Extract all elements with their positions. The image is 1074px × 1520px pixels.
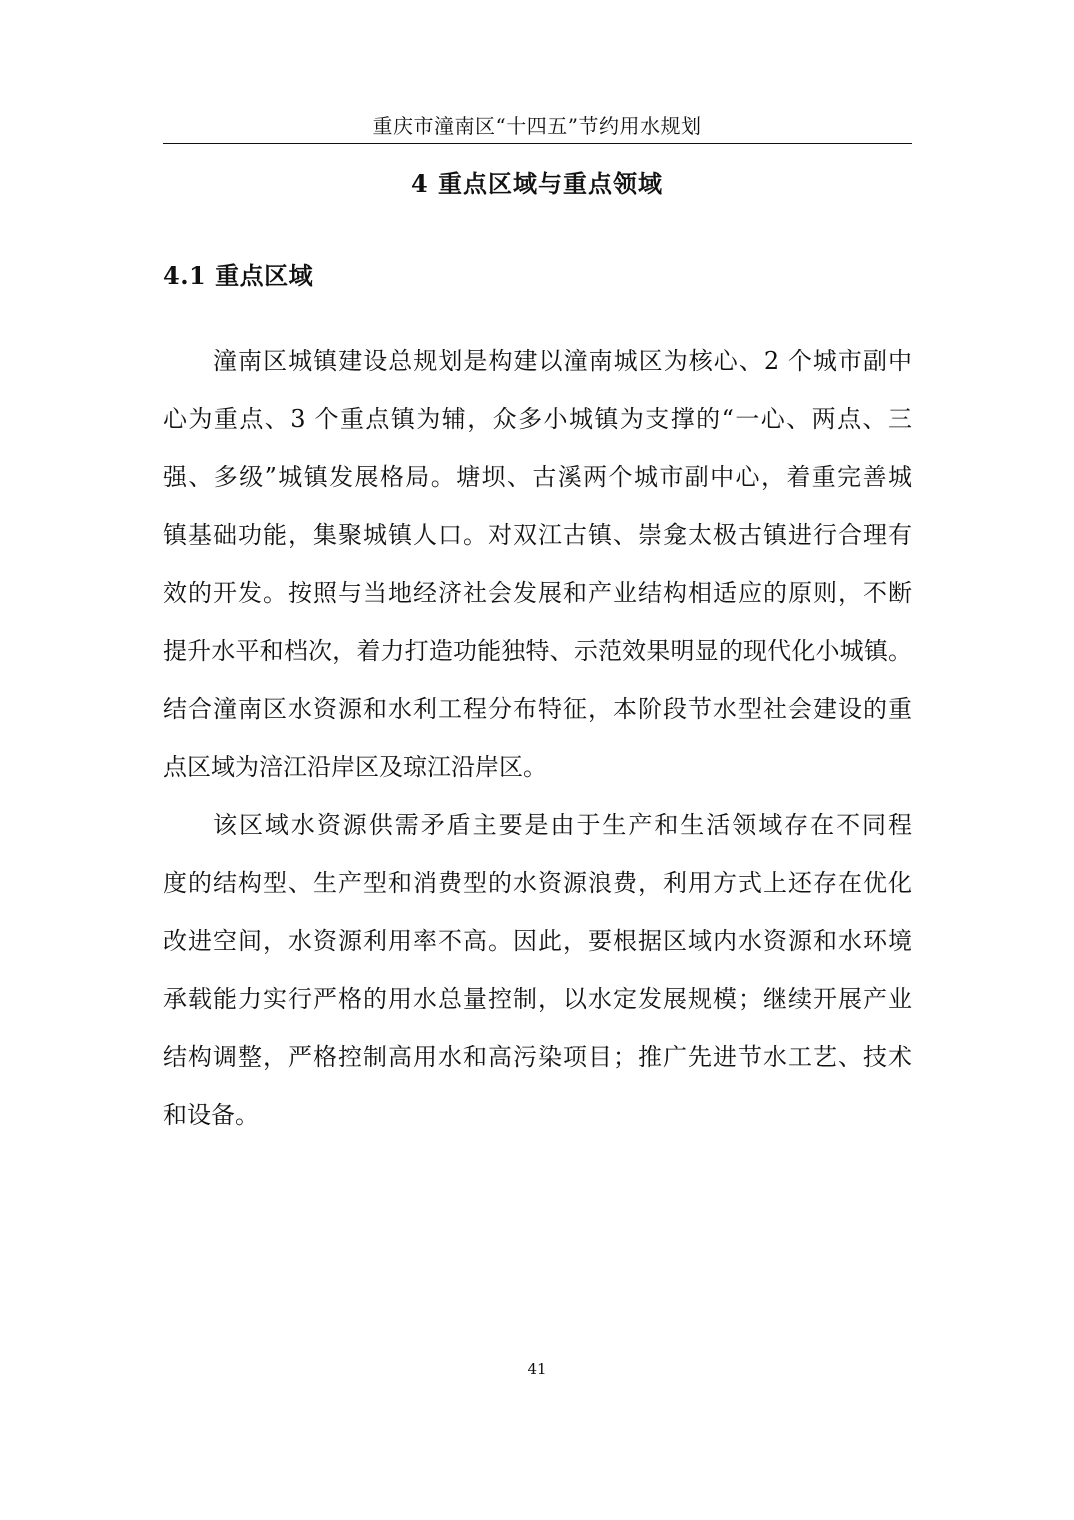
paragraph-line: 度的结构型、生产型和消费型的水资源浪费，利用方式上还存在优化: [163, 869, 912, 897]
paragraph-line: 潼南区城镇建设总规划是构建以潼南城区为核心、2 个城市副中: [213, 347, 912, 375]
section-heading: 4.1 重点区域: [163, 261, 314, 290]
page-number: 41: [527, 1360, 547, 1378]
paragraph-2: [163, 805, 912, 1153]
paragraph-line: 结构调整，严格控制高用水和高污染项目；推广先进节水工艺、技术: [163, 1043, 912, 1071]
paragraph-line: 镇基础功能，集聚城镇人口。对双江古镇、崇龛太极古镇进行合理有: [163, 521, 912, 549]
paragraph-1: [163, 341, 912, 805]
paragraph-line: 心为重点、3 个重点镇为辅，众多小城镇为支撑的“一心、两点、三: [163, 405, 912, 433]
paragraph-line: 强、多级”城镇发展格局。塘坝、古溪两个城市副中心，着重完善城: [163, 463, 912, 491]
paragraph-line: 和设备。: [163, 1101, 259, 1129]
paragraph-line: 结合潼南区水资源和水利工程分布特征，本阶段节水型社会建设的重: [163, 695, 912, 723]
header-rule: [163, 143, 912, 144]
paragraph-line: 改进空间，水资源利用率不高。因此，要根据区域内水资源和水环境: [163, 927, 912, 955]
paragraph-line: 点区域为涪江沿岸区及琼江沿岸区。: [163, 753, 547, 781]
chapter-title: 4 重点区域与重点领域: [410, 169, 664, 198]
paragraph-line: 效的开发。按照与当地经济社会发展和产业结构相适应的原则，不断: [163, 579, 912, 607]
paragraph-line: 承载能力实行严格的用水总量控制，以水定发展规模；继续开展产业: [163, 985, 912, 1013]
paragraph-line: 该区域水资源供需矛盾主要是由于生产和生活领域存在不同程: [213, 811, 912, 839]
running-header: 重庆市潼南区“十四五”节约用水规划: [372, 114, 702, 138]
paragraph-line: 提升水平和档次，着力打造功能独特、示范效果明显的现代化小城镇。: [163, 637, 912, 665]
